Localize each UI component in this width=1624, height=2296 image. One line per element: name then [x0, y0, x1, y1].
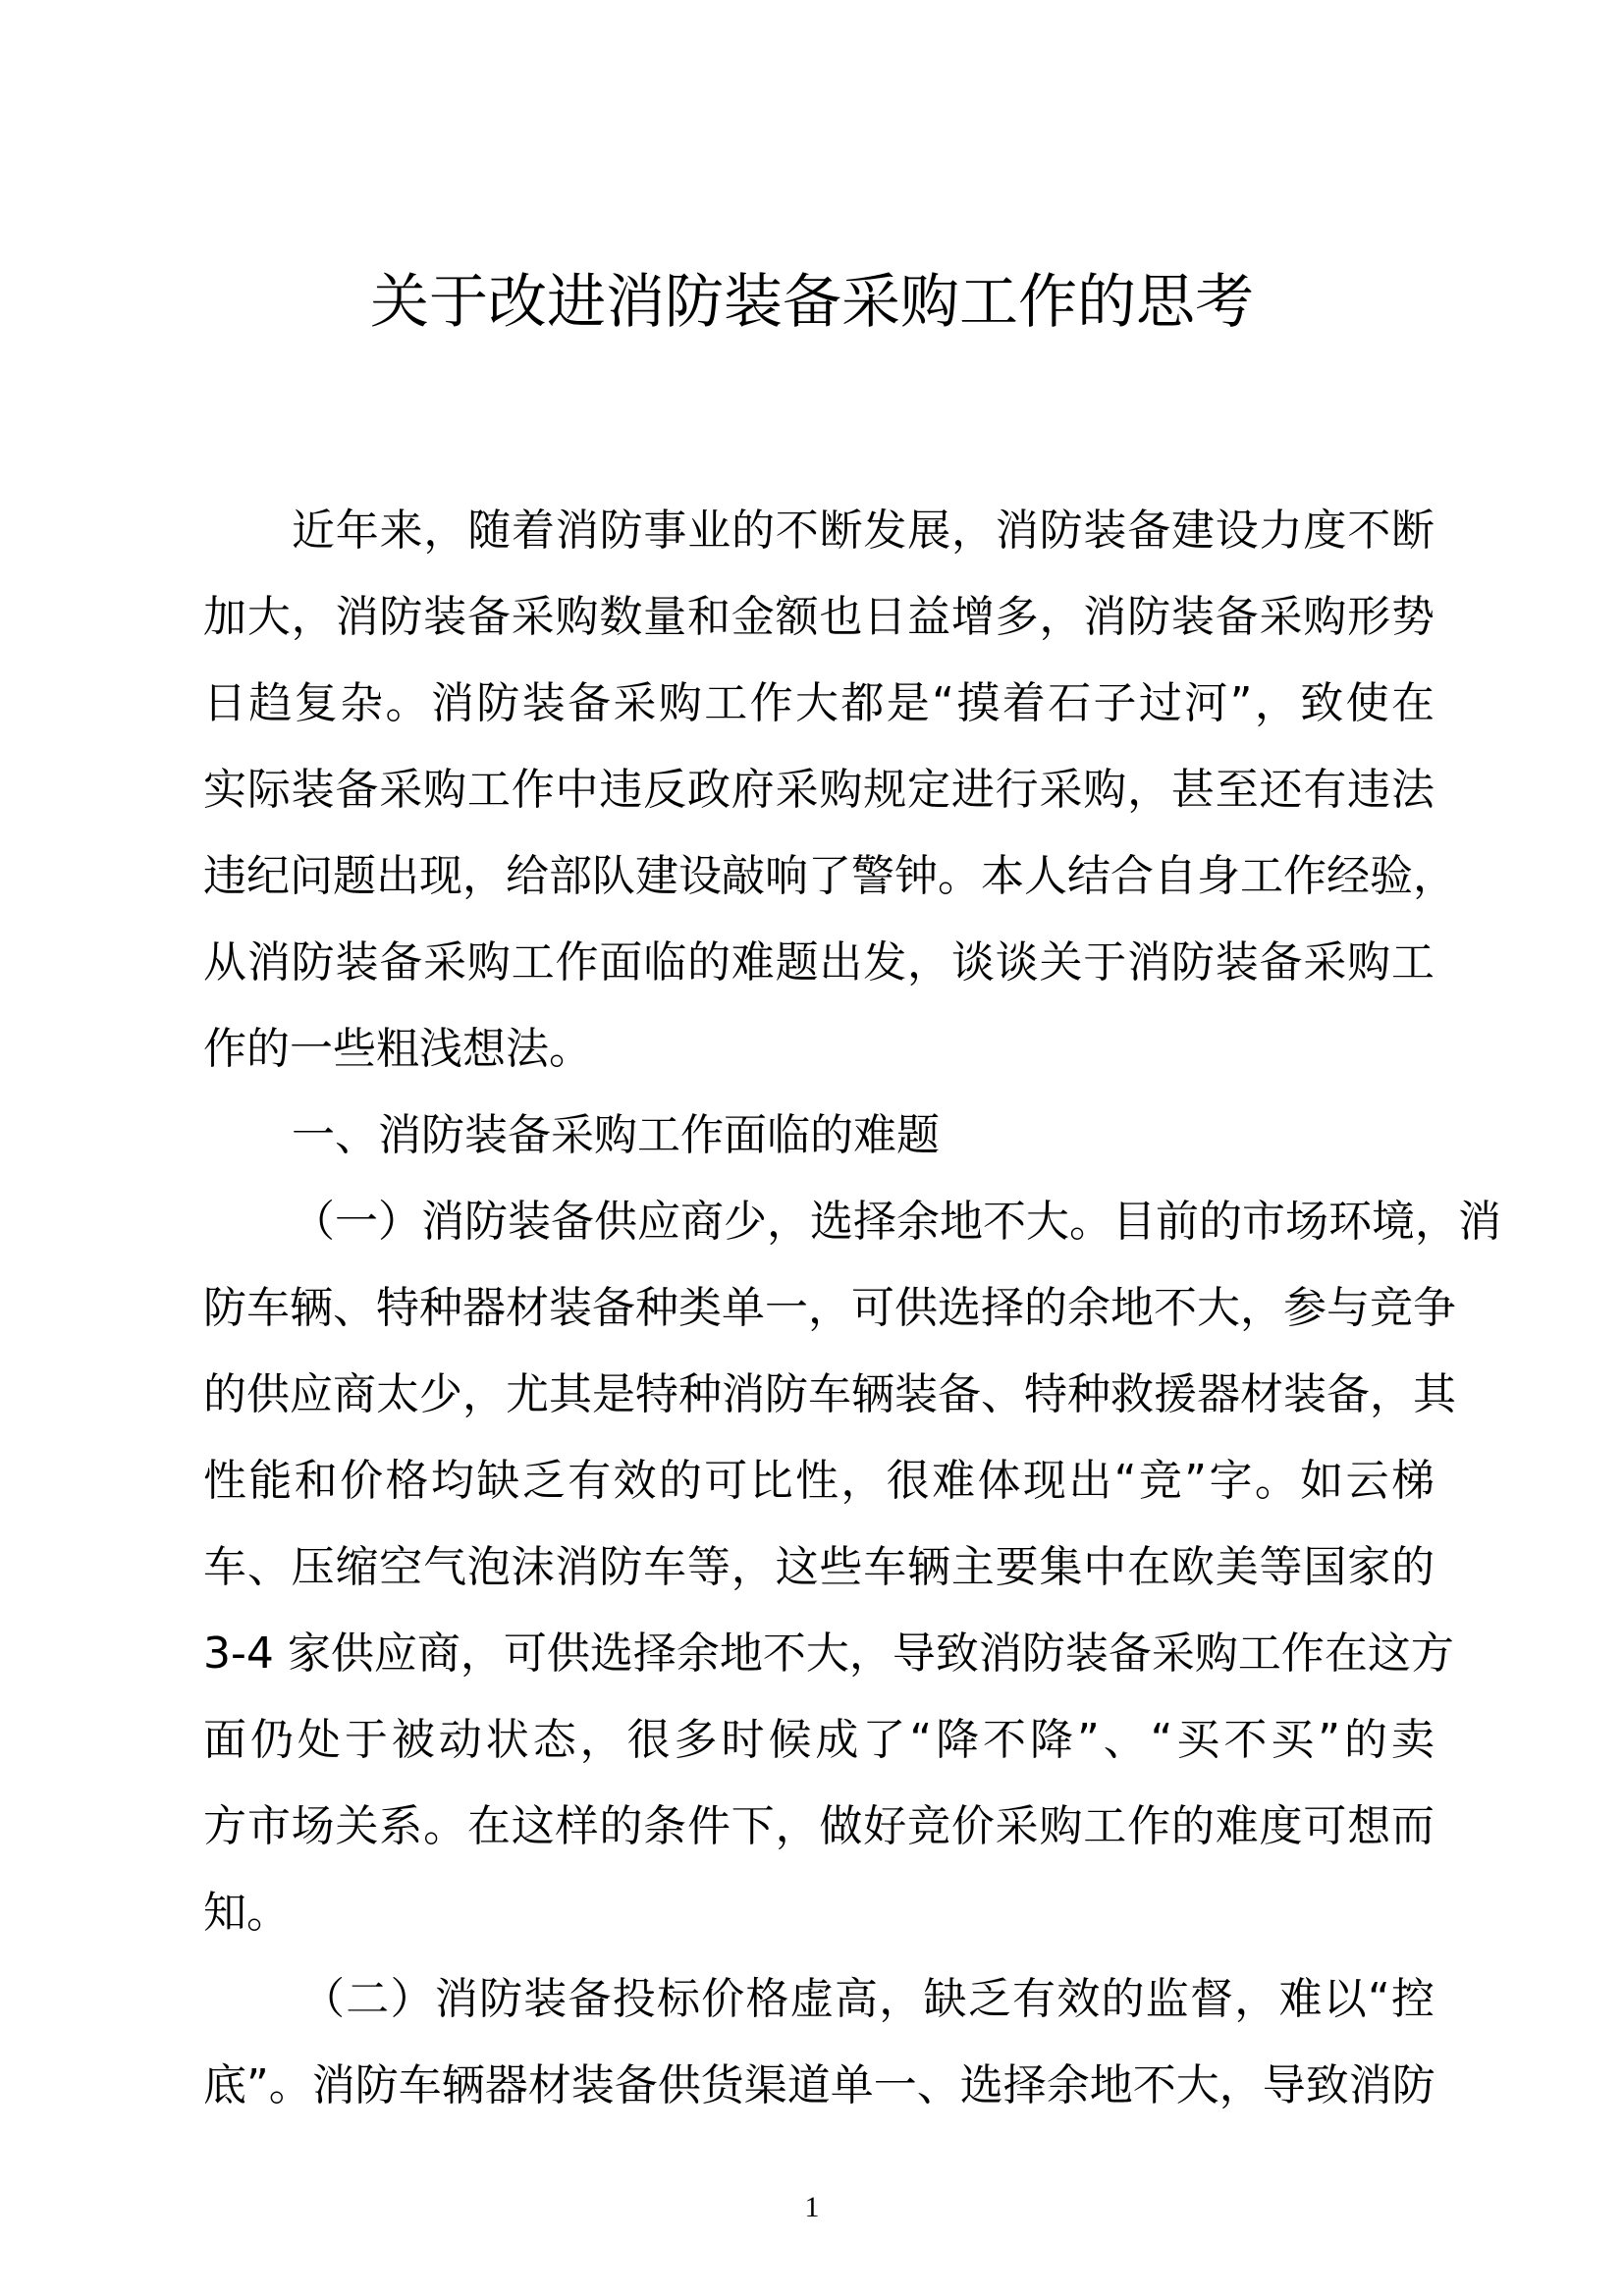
- subsection-heading-line: （二）消防装备投标价格虚高，缺乏有效的监督，难以“控: [301, 1974, 1435, 2024]
- paragraph-line: 作的一些粗浅想法。: [203, 1024, 592, 1074]
- paragraph-line: 车、压缩空气泡沫消防车等，这些车辆主要集中在欧美等国家的: [203, 1542, 1435, 1592]
- paragraph-line: 从消防装备采购工作面临的难题出发，谈谈关于消防装备采购工: [203, 937, 1435, 988]
- page-number: 1: [804, 2191, 820, 2223]
- paragraph-line: 防车辆、特种器材装备种类单一，可供选择的余地不大，参与竞争: [203, 1283, 1456, 1333]
- document-title: 关于改进消防装备采购工作的思考: [370, 268, 1254, 337]
- subsection-heading-line: （一）消防装备供应商少，选择余地不大。目前的市场环境，消: [292, 1197, 1501, 1247]
- paragraph-line: 性能和价格均缺乏有效的可比性，很难体现出“竞”字。如云梯: [203, 1456, 1435, 1506]
- paragraph-line: 近年来，随着消防事业的不断发展，消防装备建设力度不断: [292, 506, 1435, 556]
- paragraph-line: 底”。消防车辆器材装备供货渠道单一、选择余地不大，导致消防: [203, 2060, 1435, 2110]
- paragraph-line: 面仍处于被动状态，很多时候成了“降不降”、“买不买”的卖: [203, 1715, 1435, 1765]
- paragraph-line: 的供应商太少，尤其是特种消防车辆装备、特种救援器材装备，其: [203, 1369, 1456, 1419]
- document-body: [203, 488, 1501, 2129]
- section-heading: 一、消防装备采购工作面临的难题: [292, 1110, 940, 1160]
- paragraph-line: 知。: [203, 1888, 290, 1938]
- paragraph-line: 方市场关系。在这样的条件下，做好竞价采购工作的难度可想而: [203, 1801, 1435, 1851]
- paragraph-line: 加大，消防装备采购数量和金额也日益增多，消防装备采购形势: [203, 592, 1435, 642]
- paragraph-line: 3-4 家供应商，可供选择余地不大，导致消防装备采购工作在这方: [203, 1629, 1454, 1679]
- paragraph-line: 实际装备采购工作中违反政府采购规定进行采购，甚至还有违法: [203, 765, 1435, 815]
- paragraph-line: 日趋复杂。消防装备采购工作大都是“摸着石子过河”，致使在: [203, 678, 1435, 728]
- paragraph-line: 违纪问题出现，给部队建设敲响了警钟。本人结合自身工作经验，: [203, 851, 1456, 901]
